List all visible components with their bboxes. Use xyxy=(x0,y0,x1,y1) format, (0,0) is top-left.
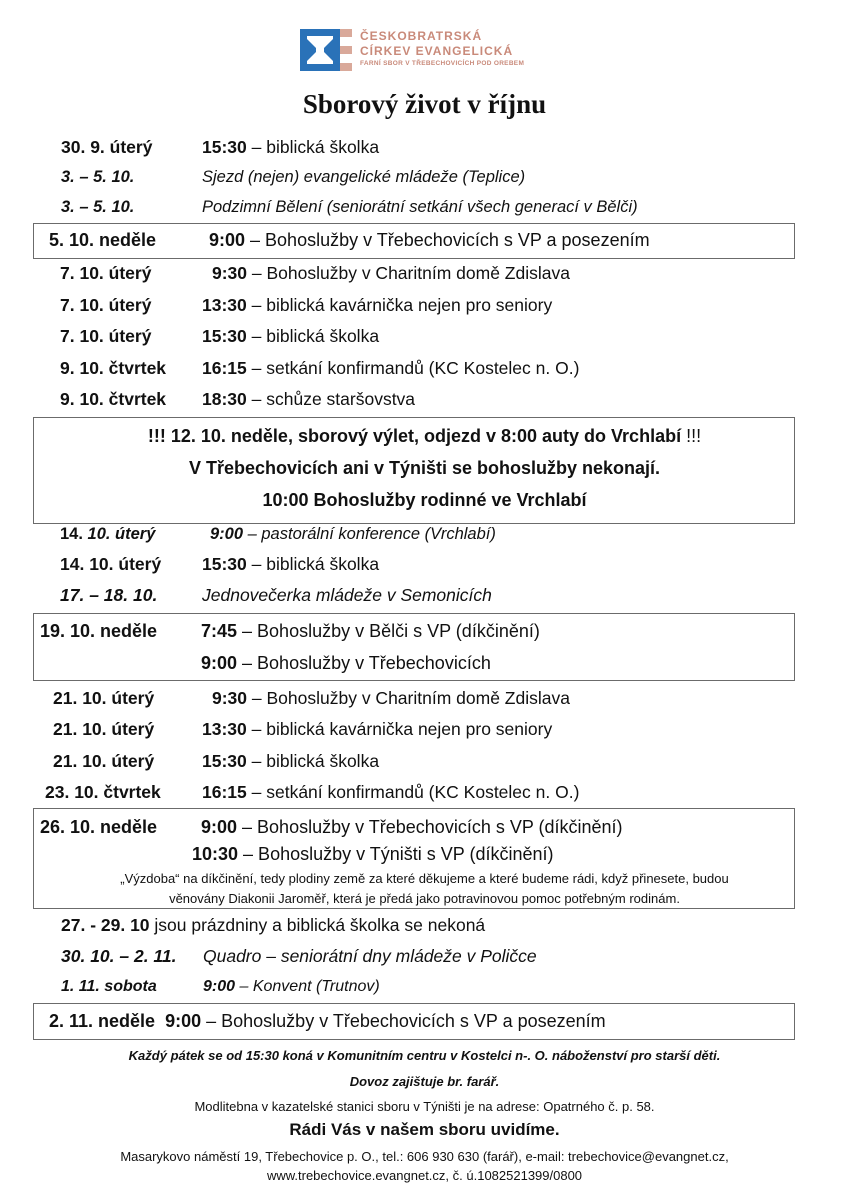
event-time: 15:30 xyxy=(202,137,247,157)
event-text: jsou prázdniny a biblická školka se nekoná xyxy=(149,915,486,935)
event-text: – pastorální konference (Vrchlabí) xyxy=(243,525,496,543)
event-time: 10:30 xyxy=(192,844,239,864)
page-title: Sborový život v říjnu xyxy=(302,89,547,119)
event-text: – Bohoslužby v Týništi s VP (díkčinění) xyxy=(238,844,554,864)
event-text: – Bohoslužby v Třebechovicích xyxy=(237,653,491,673)
event-date: 26. 10. neděle xyxy=(40,817,158,837)
event-time: 16:15 xyxy=(202,782,247,802)
event-date: 5. 10. neděle xyxy=(49,230,157,250)
contact-line-2: www.trebechovice.evangnet.cz, č. ú.1082521399/0800 xyxy=(266,1168,583,1183)
event-date: 7. 10. úterý xyxy=(60,263,152,283)
friday-class-note: Každý pátek se od 15:30 koná v Komunitním centru v Kostelci n-. O. náboženství pro starší děti. xyxy=(128,1048,721,1063)
event-text: – Bohoslužby v Bělči s VP (díkčinění) xyxy=(237,621,540,641)
contact-line-1: Masarykovo náměstí 19, Třebechovice p. O., tel.: 606 930 630 (farář), e-mail: trebechovice@evangnet.cz, xyxy=(120,1149,729,1164)
event-date: 14. 10. úterý xyxy=(60,554,162,574)
event-text: Quadro – seniorátní dny mládeže v Poličce xyxy=(203,946,537,966)
event-time: 15:30 xyxy=(202,326,247,346)
event-text: – biblická kavárnička nejen pro seniory xyxy=(246,295,553,315)
event-text: – biblická kavárnička nejen pro seniory xyxy=(246,719,553,739)
event-date: 3. – 5. 10. xyxy=(61,168,135,186)
event-time: 9:30 xyxy=(212,688,248,708)
event-text: – Konvent (Trutnov) xyxy=(235,978,380,995)
event-text: – biblická školka xyxy=(246,751,380,771)
event-time: 16:15 xyxy=(202,358,247,378)
event-text: – biblická školka xyxy=(246,326,380,346)
chalice-icon xyxy=(300,29,340,71)
event-time: 9:00 xyxy=(203,978,236,995)
trip-line-1: !!! 12. 10. neděle, sborový výlet, odjezd v 8:00 auty do Vrchlabí !!! xyxy=(147,426,702,446)
event-time: 13:30 xyxy=(202,719,247,739)
event-text: – Bohoslužby v Třebechovicích s VP a posezením xyxy=(201,1011,606,1031)
event-text: – Bohoslužby v Charitním domě Zdislava xyxy=(247,688,570,708)
event-date: 21. 10. úterý xyxy=(53,719,155,739)
event-time: 7:45 xyxy=(201,621,238,641)
event-date-italic: 10. úterý xyxy=(82,525,156,543)
event-time: 9:00 xyxy=(201,817,238,837)
event-time: 15:30 xyxy=(202,751,247,771)
trip-line-2: V Třebechovicích ani v Týništi se bohoslužby nekonají. xyxy=(188,458,661,478)
thanksgiving-note-2: věnovány Diakonii Jaroměř, která je předá jako potravinovou pomoc potřebným rodinám. xyxy=(169,891,680,906)
event-date: 7. 10. úterý xyxy=(60,295,152,315)
chapel-address: Modlitebna v kazatelské stanici sboru v Týništi je na adrese: Opatrného č. p. 58. xyxy=(194,1099,655,1114)
event-time: 15:30 xyxy=(202,554,247,574)
logo-stripes xyxy=(340,29,352,71)
event-text: – setkání konfirmandů (KC Kostelec n. O.) xyxy=(246,782,580,802)
event-date: 9. 10. čtvrtek xyxy=(60,358,167,378)
trip-line-3: 10:00 Bohoslužby rodinné ve Vrchlabí xyxy=(262,490,587,510)
event-text: Podzimní Bělení (seniorátní setkání všech generací v Bělči) xyxy=(202,198,638,216)
thanksgiving-note-1: „Výzdoba“ na díkčinění, tedy plodiny země za které děkujeme a které budeme rádi, když přinesete, budou xyxy=(120,871,729,886)
event-text: – biblická školka xyxy=(246,137,380,157)
event-date: 2. 11. neděle xyxy=(49,1011,156,1031)
event-text: – schůze staršovstva xyxy=(246,389,416,409)
logo-line-1: ČESKOBRATRSKÁ xyxy=(360,29,483,43)
event-time: 13:30 xyxy=(202,295,247,315)
church-logo xyxy=(300,29,560,71)
transport-note: Dovoz zajištuje br. farář. xyxy=(349,1074,500,1089)
event-text: – biblická školka xyxy=(246,554,380,574)
event-date: 19. 10. neděle xyxy=(40,621,158,641)
event-text: – Bohoslužby v Třebechovicích s VP a posezením xyxy=(245,230,650,250)
event-time: 9:00 xyxy=(209,230,246,250)
event-time: 9:00 xyxy=(201,653,238,673)
event-date: 23. 10. čtvrtek xyxy=(45,782,161,802)
event-text: Jednovečerka mládeže v Semonicích xyxy=(202,585,492,605)
logo-line-3: FARNÍ SBOR V TŘEBECHOVICÍCH POD OREBEM xyxy=(360,60,525,67)
event-time: 9:30 xyxy=(212,263,248,283)
event-time: 18:30 xyxy=(202,389,247,409)
event-date: 30. 10. – 2. 11. xyxy=(61,946,177,966)
event-text: – setkání konfirmandů (KC Kostelec n. O.) xyxy=(246,358,580,378)
event-date: 30. 9. úterý xyxy=(61,137,153,157)
event-date: 21. 10. úterý xyxy=(53,688,155,708)
event-text: – Bohoslužby v Třebechovicích s VP (díkčinění) xyxy=(237,817,623,837)
welcome-message: Rádi Vás v našem sboru uvidíme. xyxy=(289,1120,560,1139)
event-date: 14. xyxy=(60,525,83,543)
event-date: 7. 10. úterý xyxy=(60,326,152,346)
event-date: 27. - 29. 10 xyxy=(61,915,150,935)
event-date: 3. – 5. 10. xyxy=(61,198,135,216)
event-text: – Bohoslužby v Charitním domě Zdislava xyxy=(247,263,570,283)
event-time: 9:00 xyxy=(165,1011,202,1031)
event-time: 9:00 xyxy=(210,525,244,543)
event-date: 9. 10. čtvrtek xyxy=(60,389,167,409)
event-date: 17. – 18. 10. xyxy=(60,585,158,605)
logo-line-2: CÍRKEV EVANGELICKÁ xyxy=(360,44,514,58)
event-text: Sjezd (nejen) evangelické mládeže (Teplice) xyxy=(202,168,526,186)
event-date: 21. 10. úterý xyxy=(53,751,155,771)
event-date: 1. 11. sobota xyxy=(61,978,157,995)
